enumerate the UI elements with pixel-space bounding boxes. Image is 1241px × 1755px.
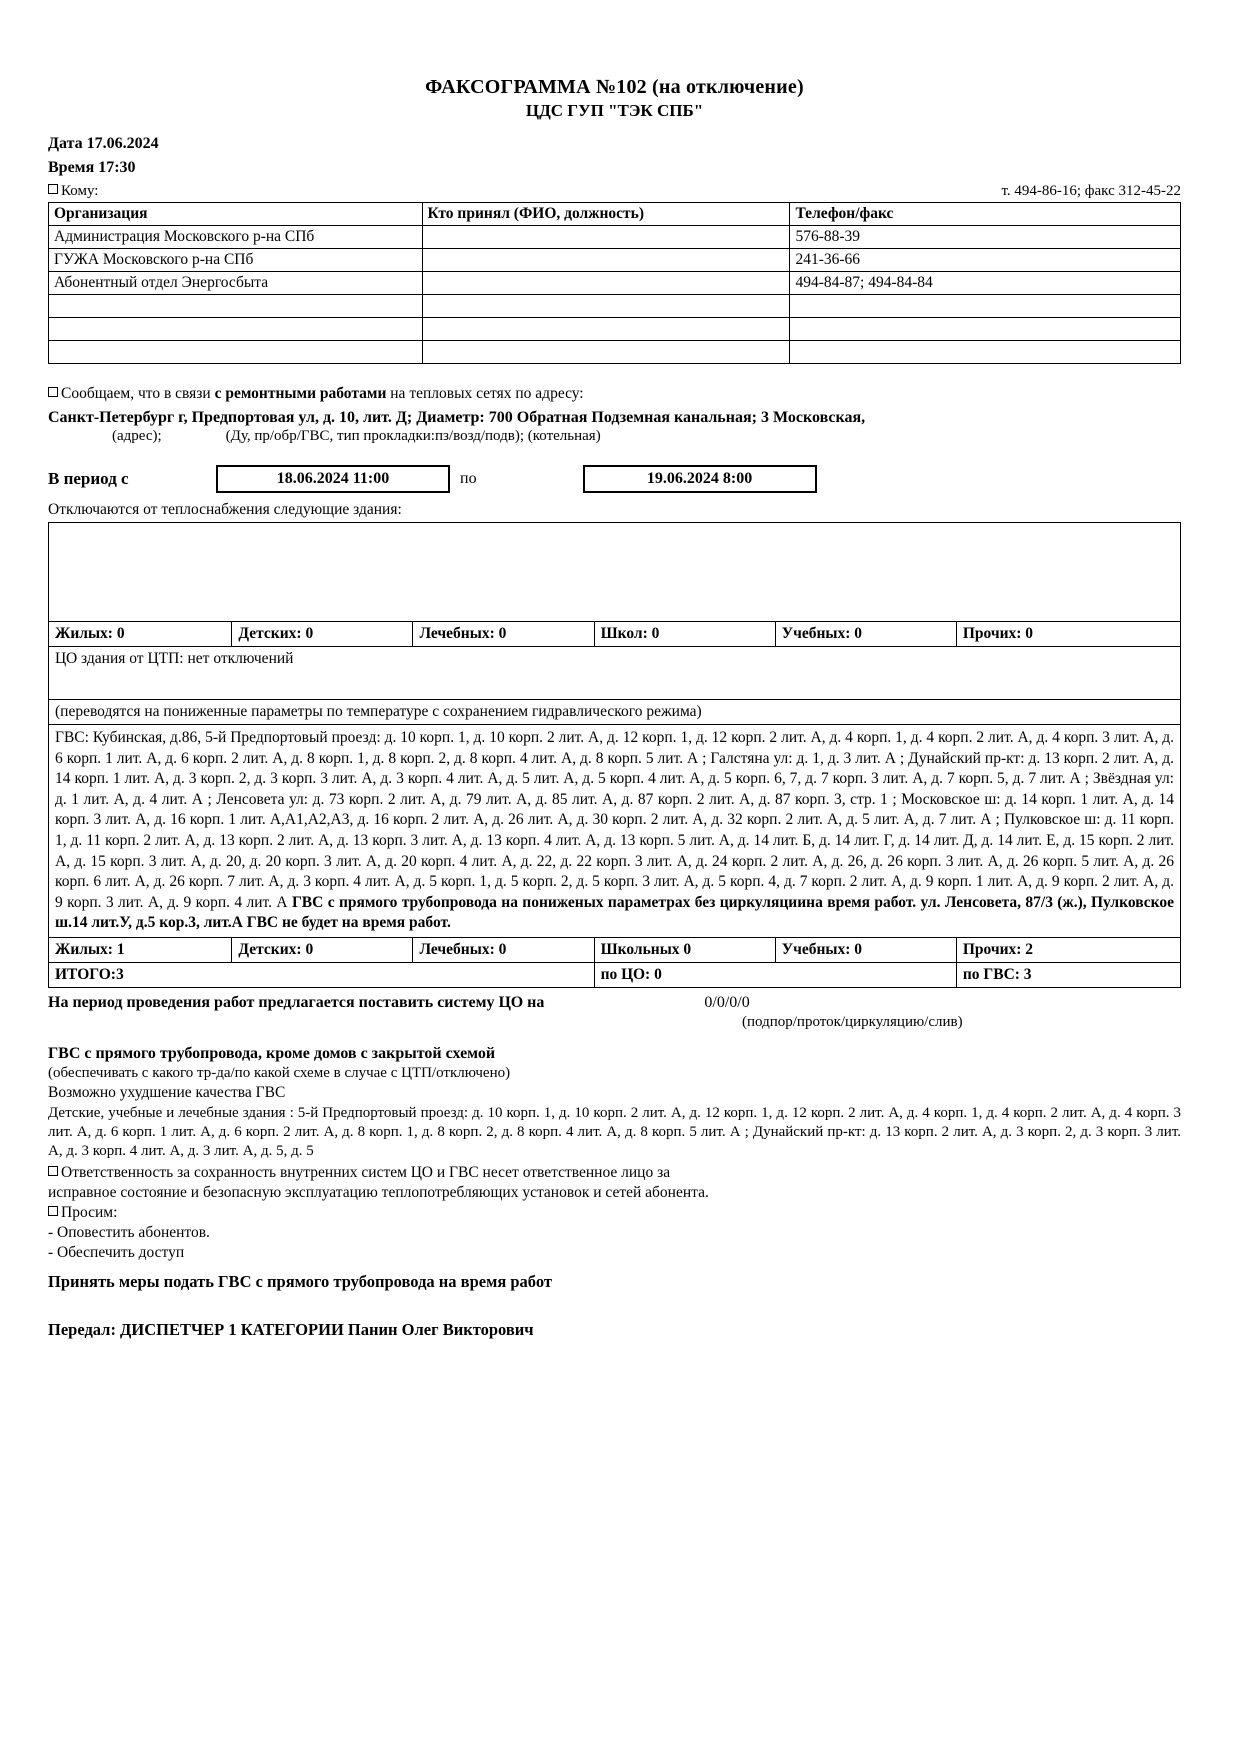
table-row — [49, 249, 1181, 272]
cto-line: ЦО здания от ЦТП: нет отключений — [49, 646, 1181, 699]
work-address: Санкт-Петербург г, Предпортовая ул, д. 10, лит. Д; Диаметр: 700 Обратная Подземная канальная; 3 Московская, — [48, 408, 866, 426]
cell-organization: ГУЖА Московского р-на СПб — [49, 249, 423, 272]
document-subtitle: ЦДС ГУП "ТЭК СПБ" — [525, 101, 704, 120]
count2-medical: Лечебных: 0 — [413, 938, 594, 963]
item-2-prefix: Сообщаем, что в связи — [61, 385, 215, 402]
table-row — [49, 295, 1181, 318]
komu-label-wrap — [48, 183, 98, 200]
recipient-header-row — [48, 183, 1181, 200]
gvs-bold-note: ГВС с прямого трубопровода на пониженых параметрах без циркуляциина время работ. ул. Ленсовета, 87/3 (ж.), Пулковское ш.14 лит.У, д.5 кор.3, лит.А ГВС не будет на время работ. — [55, 893, 1174, 932]
checkbox-icon — [48, 184, 58, 194]
gvs-row — [49, 724, 1181, 937]
address-hint-left: (адрес); — [112, 427, 162, 444]
cell-phone — [790, 295, 1181, 318]
item-2-bold: с ремонтными работами — [214, 385, 387, 402]
cell-phone — [790, 318, 1181, 341]
system-co-value: 0/0/0/0 — [704, 994, 750, 1012]
count-schools: Школ: 0 — [594, 621, 775, 646]
table-header-row — [49, 203, 1181, 226]
cell-accepted-by — [422, 249, 790, 272]
system-co-hint: (подпор/проток/циркуляцию/слив) — [742, 1014, 963, 1031]
page-title: ФАКСОГРАММА №102 (на отключение) — [425, 76, 804, 98]
gvs-scheme-hint: (обеспечивать с какого тр-да/по какой схеме в случае с ЦТП/отключено) — [48, 1065, 511, 1082]
signature-line: Передал: ДИСПЕТЧЕР 1 КАТЕГОРИИ Панин Олег Викторович — [48, 1319, 534, 1339]
buildings-empty-row — [49, 522, 1181, 621]
cell-accepted-by — [422, 226, 790, 249]
cell-accepted-by — [422, 341, 790, 364]
table-row — [49, 272, 1181, 295]
table-row — [49, 318, 1181, 341]
period-label: В период с — [48, 468, 129, 488]
item-2-paragraph — [48, 384, 1181, 405]
cell-organization — [49, 295, 423, 318]
address-hint — [48, 428, 1181, 445]
total-count: ИТОГО:3 — [49, 963, 595, 988]
column-header-accepted-by: Кто принял (ФИО, должность) — [422, 203, 790, 226]
checkbox-icon — [48, 1166, 58, 1176]
system-co-label: На период проведения работ предлагается поставить систему ЦО на — [48, 994, 545, 1012]
recipients-table — [48, 202, 1181, 364]
request-notify: - Оповестить абонентов. — [48, 1223, 210, 1241]
item-4-paragraph — [48, 1204, 1181, 1222]
address-hint-right: (Ду, пр/обр/ГВС, тип прокладки:пз/возд/подв); (котельная) — [225, 427, 601, 444]
table-row — [49, 226, 1181, 249]
document-date: Дата 17.06.2024 — [48, 135, 159, 152]
totals-row — [49, 963, 1181, 988]
total-by-gvs: по ГВС: 3 — [956, 963, 1180, 988]
count-other: Прочих: 0 — [956, 621, 1180, 646]
item-3-paragraph — [48, 1164, 1181, 1182]
count2-schools: Школьных 0 — [594, 938, 775, 963]
cell-phone: 576-88-39 — [790, 226, 1181, 249]
column-header-organization: Организация — [49, 203, 423, 226]
request-access: - Обеспечить доступ — [48, 1243, 185, 1261]
cell-organization: Абонентный отдел Энергосбыта — [49, 272, 423, 295]
gvs-scheme-note: ГВС с прямого трубопровода, кроме домов с закрытой схемой — [48, 1045, 496, 1063]
total-by-co: по ЦО: 0 — [594, 963, 956, 988]
counts-row-1 — [49, 621, 1181, 646]
buildings-table — [48, 522, 1181, 988]
measures-line: Принять меры подать ГВС с прямого трубопровода на время работ — [48, 1271, 552, 1291]
count-educational: Учебных: 0 — [775, 621, 956, 646]
period-po-label: по — [460, 469, 477, 487]
contacts-line: т. 494-86-16; факс 312-45-22 — [1001, 183, 1181, 199]
cell-accepted-by — [422, 295, 790, 318]
disconnect-intro: Отключаются от теплоснабжения следующие здания: — [48, 500, 402, 518]
cell-phone: 494-84-87; 494-84-84 — [790, 272, 1181, 295]
document-title-block — [48, 76, 1181, 121]
checkbox-icon — [48, 387, 58, 397]
cell-accepted-by — [422, 318, 790, 341]
item-3-text: Ответственность за сохранность внутренних систем ЦО и ГВС несет ответственное лицо за — [61, 1163, 671, 1181]
cell-accepted-by — [422, 272, 790, 295]
gvs-cell — [49, 724, 1181, 937]
cto-note: (переводятся на пониженные параметры по температуре с сохранением гидравлического режима) — [49, 699, 1181, 724]
count2-residential: Жилых: 1 — [49, 938, 232, 963]
komu-label: Кому: — [61, 183, 99, 199]
period-to-field[interactable]: 19.06.2024 8:00 — [583, 465, 817, 493]
cell-phone: 241-36-66 — [790, 249, 1181, 272]
count2-educational: Учебных: 0 — [775, 938, 956, 963]
count2-kindergarten: Детских: 0 — [232, 938, 413, 963]
cell-organization — [49, 341, 423, 364]
cell-organization — [49, 318, 423, 341]
system-co-row — [48, 994, 1181, 1012]
gvs-quality-note: Возможно ухудшение качества ГВС — [48, 1084, 286, 1102]
checkbox-icon — [48, 1206, 58, 1216]
item-3-continuation: исправное состояние и безопасную эксплуатацию теплопотребляющих установок и сетей абонента. — [48, 1183, 709, 1201]
count-medical: Лечебных: 0 — [413, 621, 594, 646]
cto-row — [49, 646, 1181, 699]
gvs-text: ГВС: Кубинская, д.86, 5-й Предпортовый проезд: д. 10 корп. 1, д. 10 корп. 2 лит. А, д. 12 корп. 1, д. 12 корп. 2 лит. А, д. 4 корп. 1, д. 4 корп. 2 лит. А, д. 4 корп. 3 лит. А, д. 6 корп. 1 лит. А, д. 6 корп. 2 лит. А, д. 8 корп. 1, д. 8 корп. 2, д. 8 корп. 4 лит. А, д. 8 корп. 5 лит. А ; Галстяна ул: д. 1, д. 3 лит. А ; Дунайский пр-кт: д. 13 корп. 2 лит. А, д. 14 корп. 1 лит. А, д. 3 корп. 2, д. 3 корп. 3 лит. А, д. 3 корп. 4 лит. А, д. 5 лит. А, д. 5 корп. 4 лит. А, д. 5 корп. 6, 7, д. 7 корп. 3 лит. А, д. 7 корп. 5, д. 7 лит. А ; Звёздная ул: д. 1 лит. А, д. 4 лит. А ; Ленсовета ул: д. 73 корп. 2 лит. А, д. 79 лит. А, д. 85 лит. А, д. 87 корп. 2 лит. А, д. 87 корп. 3, стр. 1 ; Московское ш: д. 14 корп. 1 лит. А, д. 14 корп. 3 лит. А, д. 16 корп. 1 лит. А,А1,А2,А3, д. 16 корп. 2 лит. А, д. 26 лит. А, д. 30 корп. 2 лит. А, д. 32 корп. 2 лит. А, д. 5 лит. А, д. 7 лит. А ; Пулковское ш: д. 11 корп. 1, д. 11 корп. 2 лит. А, д. 13 корп. 2 лит. А, д. 13 корп. 3 лит. А, д. 13 корп. 4 лит. А, д. 13 корп. 5 лит. А, д. 14 лит. Б, д. 14 лит. Г, д. 14 лит. Д, д. 14 лит. Е, д. 15 корп. 2 лит. А, д. 15 корп. 3 лит. А, д. 20, д. 20 корп. 3 лит. А, д. 20 корп. 4 лит. А, д. 22, д. 22 корп. 3 лит. А, д. 24 корп. 2 лит. А, д. 26, д. 26 корп. 3 лит. А, д. 26 корп. 5 лит. А, д. 26 корп. 6 лит. А, д. 26 корп. 7 лит. А, д. 3 корп. 4 лит. А, д. 5 корп. 1, д. 5 корп. 2, д. 5 корп. 3 лит. А, д. 5 корп. 4, д. 7 корп. 2 лит. А, д. 9 корп. 1 лит. А, д. 9 корп. 2 лит. А, д. 9 корп. 3 лит. А, д. 9 корп. 4 лит. А — [55, 728, 1174, 911]
count-kindergarten: Детских: 0 — [232, 621, 413, 646]
table-row — [49, 341, 1181, 364]
buildings-list-cell — [49, 522, 1181, 621]
document-time: Время 17:30 — [48, 159, 136, 176]
period-row — [48, 465, 1181, 493]
cell-phone — [790, 341, 1181, 364]
count2-other: Прочих: 2 — [956, 938, 1180, 963]
period-from-field[interactable]: 18.06.2024 11:00 — [216, 465, 450, 493]
item-2-suffix: на тепловых сетях по адресу: — [386, 385, 584, 402]
child-educational-buildings: Детские, учебные и лечебные здания : 5-й Предпортовый проезд: д. 10 корп. 1, д. 10 корп. 2 лит. А, д. 12 корп. 1, д. 12 корп. 2 лит. А, д. 4 корп. 1, д. 4 корп. 2 лит. А, д. 4 корп. 3 лит. А, д. 6 корп. 1 лит. А, д. 6 корп. 2 лит. А, д. 8 корп. 1, д. 8 корп. 2, д. 8 корп. 4 лит. А, д. 8 корп. 5 лит. А ; Дунайский пр-кт: д. 13 корп. 2 лит. А, д. 3 корп. 2, д. 3 корп. 3 лит. А, д. 3 корп. 4 лит. А, д. 3 лит. А, д. 5, д. 5 — [48, 1105, 1181, 1160]
cto-note-row — [49, 699, 1181, 724]
item-4-text: Просим: — [61, 1203, 118, 1221]
count-residential: Жилых: 0 — [49, 621, 232, 646]
cell-organization: Администрация Московского р-на СПб — [49, 226, 423, 249]
column-header-phone: Телефон/факс — [790, 203, 1181, 226]
counts-row-2 — [49, 938, 1181, 963]
